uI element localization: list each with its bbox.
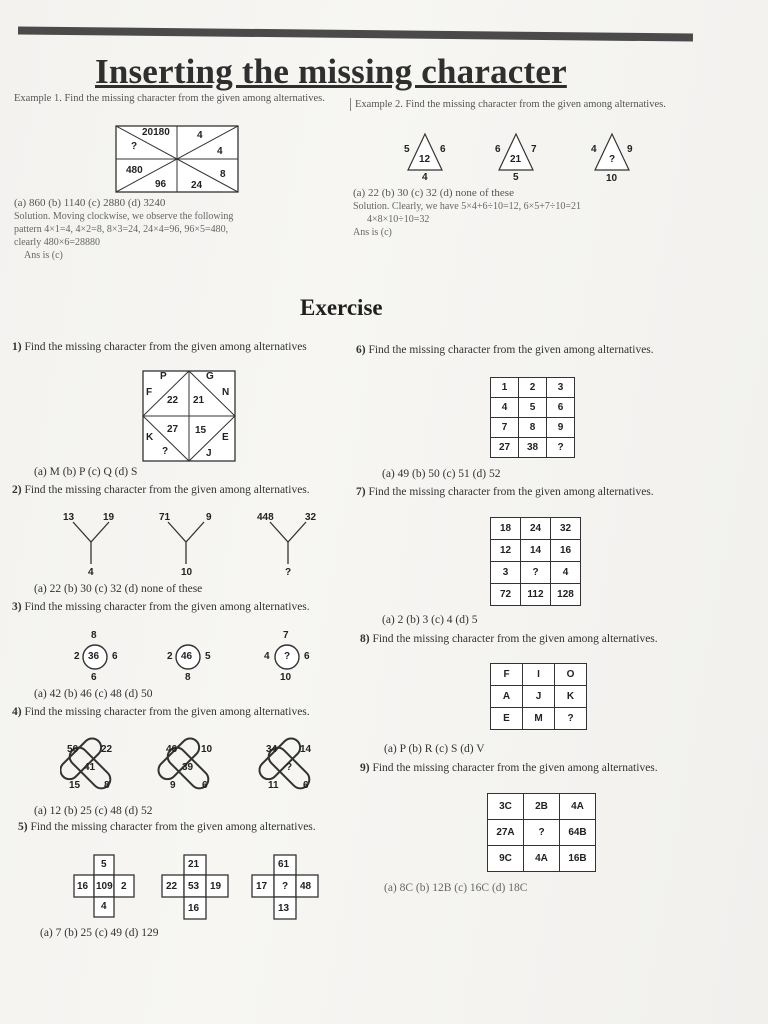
example-2-prompt: Example 2. Find the missing character from the given among alternatives.: [355, 99, 666, 110]
q5-f2-left: 22: [166, 881, 178, 892]
tri3-right: 9: [627, 144, 633, 155]
q4-f1-bl: 15: [69, 780, 81, 791]
example-1-options: (a) 860 (b) 1140 (c) 2880 (d) 3240: [14, 197, 166, 209]
q2-figures: [55, 512, 335, 582]
q9-number: 9): [360, 762, 370, 774]
q4-f1-br: 8: [104, 780, 110, 791]
q6-cell: 6: [547, 398, 575, 418]
q9-cell: 27A: [488, 820, 524, 846]
q2-number: 2): [12, 484, 22, 496]
q4-f2-center: 39: [182, 762, 194, 773]
q3-f3-center: ?: [284, 651, 291, 662]
q7-cell: 4: [551, 562, 581, 584]
ex1-tl: 20180: [142, 127, 170, 138]
q6-cell: 9: [547, 418, 575, 438]
q1-figure: [142, 370, 236, 462]
tri1-left: 5: [404, 144, 410, 155]
q5-f1-top: 5: [101, 859, 107, 870]
q7-text: Find the missing character from the given among alternatives.: [368, 486, 654, 498]
q7-grid: [490, 517, 581, 606]
q7-cell: 3: [491, 562, 521, 584]
q8-options: (a) P (b) R (c) S (d) V: [384, 743, 485, 755]
q2-text: Find the missing character from the given among alternatives.: [24, 484, 310, 496]
question-7: [356, 485, 676, 499]
q3-f2-center: 46: [181, 651, 193, 662]
q5-f1-bottom: 4: [101, 901, 107, 912]
q4-options: (a) 12 (b) 25 (c) 48 (d) 52: [34, 805, 153, 817]
q5-number: 5): [18, 821, 28, 833]
q8-cell: J: [523, 686, 555, 708]
q2-f3-left: 448: [257, 512, 274, 523]
ex1-tr: 4: [197, 130, 203, 141]
q1-diagram: [142, 370, 236, 462]
q6-number: 6): [356, 344, 366, 356]
q7-cell: 16: [551, 540, 581, 562]
ex1-mr: 4: [217, 146, 223, 157]
ex1-lr: 8: [220, 169, 226, 180]
q1-number: 1): [12, 341, 22, 353]
q7-cell: 32: [551, 518, 581, 540]
q4-f1-tr: 22: [101, 744, 113, 755]
q5-f1-left: 16: [77, 881, 89, 892]
q3-f3-bottom: 10: [280, 672, 292, 683]
q3-f1-bottom: 6: [91, 672, 97, 683]
example-2-figures: [400, 130, 640, 186]
tri2-right: 7: [531, 144, 537, 155]
q4-f2-bl: 9: [170, 780, 176, 791]
q2-f2-right: 9: [206, 512, 212, 523]
q3-f2-right: 5: [205, 651, 211, 662]
q8-cell: A: [491, 686, 523, 708]
q7-cell: 24: [521, 518, 551, 540]
q3-number: 3): [12, 601, 22, 613]
tri3-center: ?: [609, 154, 616, 165]
q8-cell: F: [491, 664, 523, 686]
question-6: [356, 343, 676, 357]
q6-cell: 5: [519, 398, 547, 418]
q3-f3-top: 7: [283, 630, 289, 641]
q8-cell: ?: [555, 708, 587, 730]
q9-cell: 16B: [560, 846, 596, 872]
question-2: [12, 483, 342, 497]
q9-table: [487, 793, 596, 872]
q7-cell: 14: [521, 540, 551, 562]
q7-cell: ?: [521, 562, 551, 584]
q8-table: [490, 663, 587, 730]
q6-grid: [490, 377, 575, 458]
q8-cell: M: [523, 708, 555, 730]
q2-f1-bottom: 4: [88, 567, 94, 578]
q4-f3-tr: 14: [300, 744, 312, 755]
q4-f1-tl: 56: [67, 744, 79, 755]
q6-cell: 27: [491, 438, 519, 458]
q4-f2-tl: 46: [166, 744, 178, 755]
example-2: [350, 98, 680, 111]
q6-options: (a) 49 (b) 50 (c) 51 (d) 52: [382, 468, 501, 480]
q8-cell: I: [523, 664, 555, 686]
q9-text: Find the missing character from the given among alternatives.: [372, 762, 658, 774]
q9-cell: 4A: [524, 846, 560, 872]
q6-cell: 4: [491, 398, 519, 418]
q7-cell: 12: [491, 540, 521, 562]
q7-cell: 18: [491, 518, 521, 540]
q1-bot2: J: [206, 448, 212, 459]
q4-figures: [60, 735, 330, 801]
tri1-bottom: 4: [422, 172, 428, 183]
q1-c4: 15: [195, 425, 207, 436]
ex1-br: 24: [191, 180, 203, 191]
q2-f1-right: 19: [103, 512, 115, 523]
q9-cell: 4A: [560, 794, 596, 820]
q3-f1-right: 6: [112, 651, 118, 662]
example-2-options: (a) 22 (b) 30 (c) 32 (d) none of these: [353, 187, 514, 199]
q2-diagram: [55, 512, 335, 582]
q5-f2-top: 21: [188, 859, 200, 870]
exercise-heading: Exercise: [300, 295, 383, 320]
q4-f3-br: 6: [303, 780, 309, 791]
q1-top1: P: [160, 371, 167, 382]
q7-cell: 128: [551, 584, 581, 606]
q3-f2-left: 2: [167, 651, 173, 662]
q8-cell: K: [555, 686, 587, 708]
q6-cell: 38: [519, 438, 547, 458]
q8-cell: O: [555, 664, 587, 686]
q6-table: [490, 377, 575, 458]
q5-f1-center: 109: [96, 881, 113, 892]
example-1-solution-1: Solution. Moving clockwise, we observe the following: [14, 211, 234, 222]
q1-c1: 22: [167, 395, 179, 406]
question-5: [18, 820, 338, 834]
tri3-left: 4: [591, 144, 597, 155]
q5-f2-center: 53: [188, 881, 200, 892]
q5-f2-right: 19: [210, 881, 222, 892]
question-3: [12, 600, 342, 614]
q3-f3-right: 6: [304, 651, 310, 662]
q9-cell: 2B: [524, 794, 560, 820]
q5-f3-bottom: 13: [278, 903, 290, 914]
example-1-figure: [115, 125, 239, 193]
example-1: [14, 92, 334, 105]
q3-options: (a) 42 (b) 46 (c) 48 (d) 50: [34, 688, 153, 700]
q4-f1-center: 41: [84, 762, 96, 773]
q5-options: (a) 7 (b) 25 (c) 49 (d) 129: [40, 927, 159, 939]
q4-f2-br: 6: [202, 780, 208, 791]
example-1-solution-2: pattern 4×1=4, 4×2=8, 8×3=24, 24×4=96, 96×5=480,: [14, 224, 229, 235]
q8-grid: [490, 663, 587, 730]
question-1: [12, 340, 332, 354]
q5-figures: [72, 853, 324, 923]
q4-text: Find the missing character from the given among alternatives.: [24, 706, 310, 718]
q3-f1-left: 2: [74, 651, 80, 662]
q1-right1: N: [222, 387, 230, 398]
q8-number: 8): [360, 633, 370, 645]
q1-left2: K: [146, 432, 154, 443]
example-2-solution: [353, 187, 693, 239]
q6-cell: 3: [547, 378, 575, 398]
q1-bot1: ?: [162, 446, 169, 457]
page-title: Inserting the missing character: [95, 52, 567, 91]
example-1-answer: Ans is (c): [24, 250, 63, 261]
q6-cell: 8: [519, 418, 547, 438]
question-8: [360, 632, 680, 646]
q7-options: (a) 2 (b) 3 (c) 4 (d) 5: [382, 614, 478, 626]
q9-cell: 64B: [560, 820, 596, 846]
q9-cell: 3C: [488, 794, 524, 820]
q8-text: Find the missing character from the given among alternatives.: [372, 633, 658, 645]
q6-cell: 7: [491, 418, 519, 438]
q5-f3-center: ?: [282, 881, 289, 892]
q7-number: 7): [356, 486, 366, 498]
ex1-ml: ?: [131, 141, 138, 152]
q2-f1-left: 13: [63, 512, 75, 523]
q3-text: Find the missing character from the given among alternatives.: [24, 601, 310, 613]
q5-text: Find the missing character from the given among alternatives.: [30, 821, 316, 833]
q1-c3: 27: [167, 424, 179, 435]
q3-figures: [70, 630, 320, 684]
q1-right2: E: [222, 432, 229, 443]
tri2-center: 21: [510, 154, 522, 165]
q6-cell: 1: [491, 378, 519, 398]
q5-f2-bottom: 16: [188, 903, 200, 914]
q9-grid: [487, 793, 596, 872]
q6-cell: 2: [519, 378, 547, 398]
q1-text: Find the missing character from the given among alternatives: [24, 341, 307, 353]
q1-top2: G: [206, 371, 214, 382]
example-1-solution: [14, 197, 344, 262]
q5-f1-right: 2: [121, 881, 127, 892]
q3-f2-bottom: 8: [185, 672, 191, 683]
q5-f3-top: 61: [278, 859, 290, 870]
q1-options: (a) M (b) P (c) Q (d) S: [34, 466, 138, 478]
tri3-bottom: 10: [606, 173, 618, 184]
tri2-left: 6: [495, 144, 501, 155]
example-1-prompt: Example 1. Find the missing character from the given among alternatives.: [14, 93, 325, 104]
tri1-center: 12: [419, 154, 431, 165]
question-4: [12, 705, 342, 719]
q3-f3-left: 4: [264, 651, 270, 662]
q1-left1: F: [146, 387, 153, 398]
q7-cell: 72: [491, 584, 521, 606]
q4-f2-tr: 10: [201, 744, 213, 755]
q4-f3-tl: 34: [266, 744, 278, 755]
q9-cell: 9C: [488, 846, 524, 872]
example-2-answer: Ans is (c): [353, 227, 392, 238]
q9-cell: ?: [524, 820, 560, 846]
q3-f1-center: 36: [88, 651, 100, 662]
ex1-ll: 480: [126, 165, 143, 176]
q3-f1-top: 8: [91, 630, 97, 641]
ex1-bl: 96: [155, 179, 167, 190]
q5-f3-left: 17: [256, 881, 268, 892]
example-2-solution-1: Solution. Clearly, we have 5×4+6÷10=12, 6×5+7÷10=21: [353, 201, 582, 212]
q6-text: Find the missing character from the given among alternatives.: [368, 344, 654, 356]
q6-cell: ?: [547, 438, 575, 458]
example-1-diagram: [115, 125, 239, 193]
q2-f3-right: 32: [305, 512, 317, 523]
question-9: [360, 761, 680, 775]
q4-f3-center: ?: [286, 762, 293, 773]
example-2-solution-2: 4×8×10÷10=32: [367, 214, 430, 225]
top-rule: [18, 26, 693, 41]
example-1-solution-3: clearly 480×6=28880: [14, 237, 100, 248]
q2-f2-bottom: 10: [181, 567, 193, 578]
q2-f2-left: 71: [159, 512, 171, 523]
q7-cell: 112: [521, 584, 551, 606]
tri1-right: 6: [440, 144, 446, 155]
tri2-bottom: 5: [513, 172, 519, 183]
q1-c2: 21: [193, 395, 205, 406]
q2-options: (a) 22 (b) 30 (c) 32 (d) none of these: [34, 583, 203, 595]
q4-number: 4): [12, 706, 22, 718]
q4-f3-bl: 11: [268, 780, 279, 791]
q9-options: (a) 8C (b) 12B (c) 16C (d) 18C: [384, 882, 528, 894]
q2-f3-bottom: ?: [285, 567, 292, 578]
q8-cell: E: [491, 708, 523, 730]
q5-f3-right: 48: [300, 881, 312, 892]
q7-table: [490, 517, 581, 606]
